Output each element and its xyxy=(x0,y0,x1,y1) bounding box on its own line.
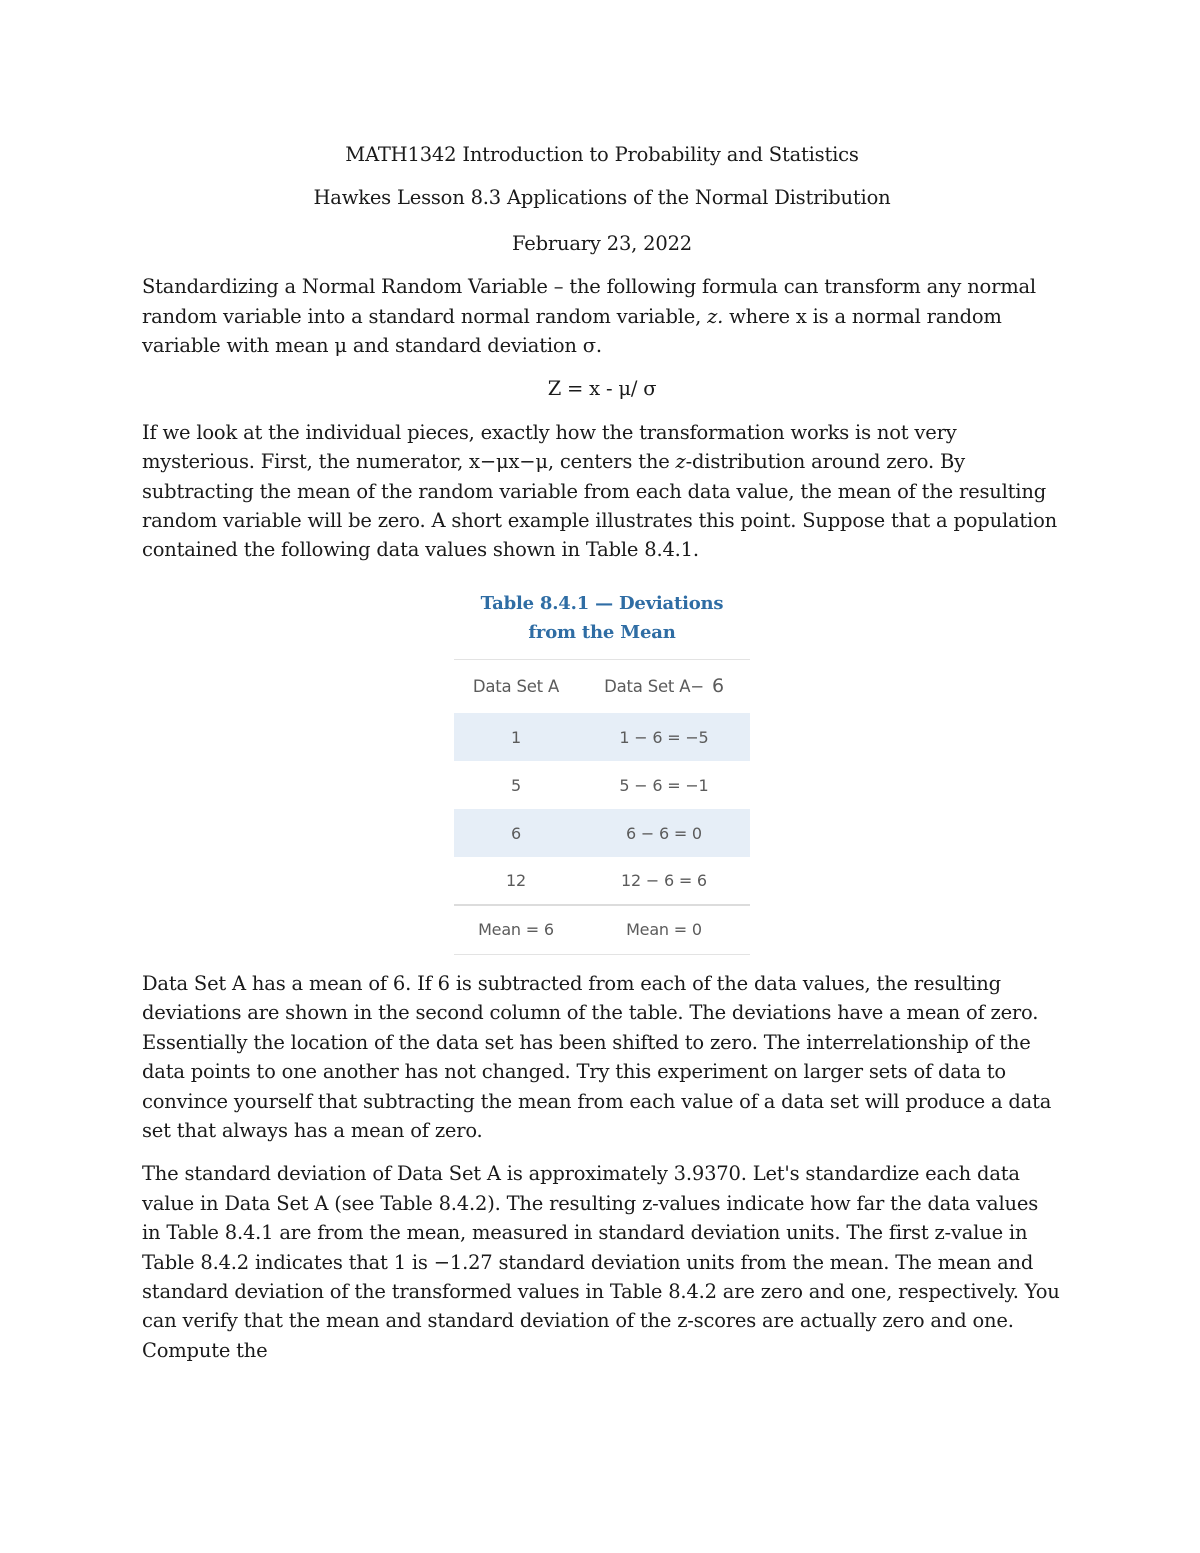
header-data-set-a: Data Set A xyxy=(472,676,560,696)
footer-mean-deviation: Mean = 0 xyxy=(626,920,702,940)
table-cell: 12 xyxy=(505,871,526,891)
paragraph-text: where x is a normal random variable with mean μ and standard deviation σ. xyxy=(142,304,1002,358)
table-cell: 6 xyxy=(510,823,521,843)
header-deviation-number: 6 xyxy=(711,674,724,697)
document-title: MATH1342 Introduction to Probability and Statistics xyxy=(345,143,859,166)
table-cell: 1 − 6 = −5 xyxy=(619,727,709,747)
paragraph-text: -distribution around zero. By subtracting the mean of the random variable from each data value, the mean of the resulting random variable will be zero. A short example illustrates this point. Suppose that a population contained the following data values shown in Table 8.4.1. xyxy=(142,450,1057,562)
table-cell: 5 xyxy=(510,775,521,795)
z-formula: Z = x - μ/ σ xyxy=(547,377,657,401)
lesson-subtitle: Hawkes Lesson 8.3 Applications of the Normal Distribution xyxy=(313,186,891,210)
table-cell: 6 − 6 = 0 xyxy=(626,823,702,843)
table-cell: 12 − 6 = 6 xyxy=(621,871,707,891)
paragraph-standardizing xyxy=(142,272,1062,360)
table-cell: 1 xyxy=(510,727,521,747)
header-deviation xyxy=(578,659,750,713)
paragraph-transformation xyxy=(142,418,1062,565)
deviations-table xyxy=(454,659,750,955)
table-footer-row xyxy=(454,905,750,954)
paragraph-mean-shift: Data Set A has a mean of 6. If 6 is subtracted from each of the data values, the resulting deviations are shown in the second column of the table. The deviations have a mean of zero. Essentially the location of the data set has been shifted to zero. The interrelationship of the data points to one another has not changed. Try this experiment on larger sets of data to convince yourself that subtracting the mean from each value of a data set will produce a data set that always has a mean of zero. xyxy=(142,971,1052,1142)
table-row xyxy=(454,809,750,857)
deviations-table-figure xyxy=(454,589,750,955)
document-date: February 23, 2022 xyxy=(512,231,692,255)
paragraph-text: If we look at the individual pieces, exactly how the transformation works is not very mysterious. First, the numerator, x−μx−μ, centers the xyxy=(142,420,957,474)
paragraph-text: Standardizing a Normal Random Variable – the following formula can transform any normal random variable into a standard normal random variable, xyxy=(142,275,1036,328)
document-page xyxy=(142,138,1062,1365)
table-row xyxy=(454,857,750,905)
paragraph-standard-deviation: The standard deviation of Data Set A is approximately 3.9370. Let's standardize each data value in Data Set A (see Table 8.4.2). The resulting z-values indicate how far the data values in Table 8.4.1 are from the mean, measured in standard deviation units. The first z-value in Table 8.4.2 indicates that 1 is −1.27 standard deviation units from the mean. The mean and standard deviation of the transformed values in Table 8.4.2 are zero and one, respectively. You can verify that the mean and standard deviation of the z-scores are actually zero and one. Compute the xyxy=(142,1162,1060,1362)
z-variable: z xyxy=(675,450,686,474)
table-header-row xyxy=(454,659,750,713)
table-cell: 5 − 6 = −1 xyxy=(619,775,709,795)
table-row xyxy=(454,713,750,761)
table-caption-line: Table 8.4.1 — Deviations xyxy=(480,592,724,614)
z-variable: z. xyxy=(707,304,724,328)
table-caption xyxy=(454,589,750,647)
footer-mean-a: Mean = 6 xyxy=(478,920,554,940)
table-row xyxy=(454,761,750,809)
header-deviation-label: Data Set A− xyxy=(604,676,704,696)
table-caption-line: from the Mean xyxy=(528,621,676,643)
